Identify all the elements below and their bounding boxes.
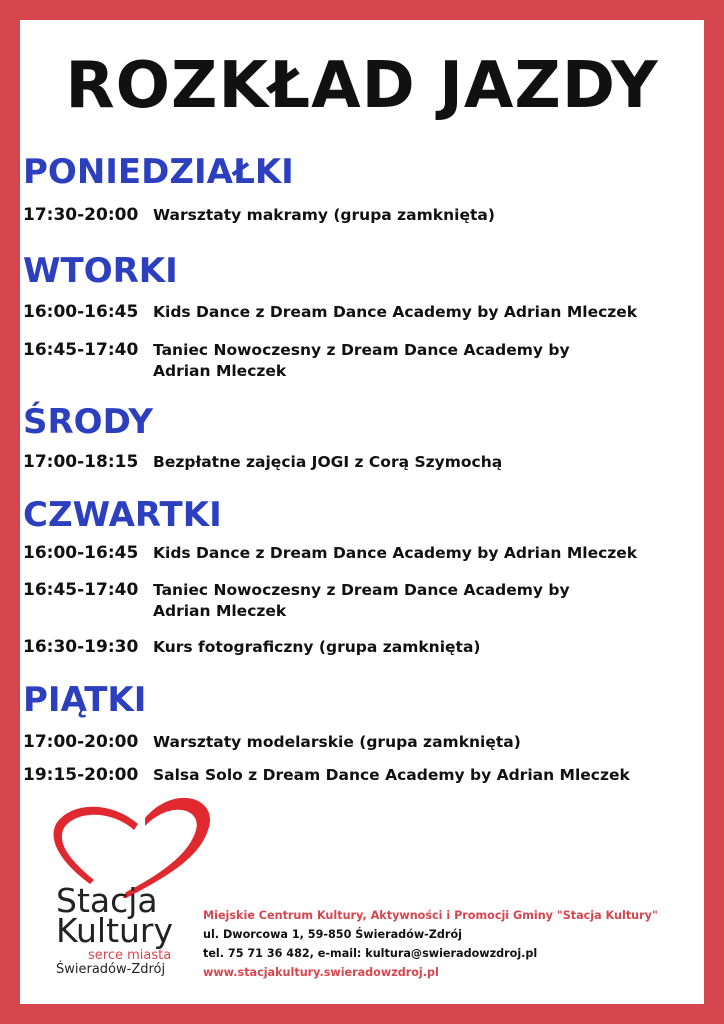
event-time: 16:45-17:40 bbox=[23, 340, 139, 360]
event-time: 17:30-20:00 bbox=[23, 205, 139, 225]
page-title: ROZKŁAD JAZDY bbox=[65, 49, 659, 123]
event-activity: Taniec Nowoczesny z Dream Dance Academy by Adrian Mleczek bbox=[153, 581, 570, 620]
event-time: 16:00-16:45 bbox=[23, 543, 139, 563]
event-activity: Kids Dance z Dream Dance Academy by Adrian Mleczek bbox=[153, 544, 638, 562]
event-time: 16:45-17:40 bbox=[23, 580, 139, 600]
event-activity: Taniec Nowoczesny z Dream Dance Academy by Adrian Mleczek bbox=[153, 341, 570, 380]
event-activity: Salsa Solo z Dream Dance Academy by Adrian Mleczek bbox=[153, 766, 630, 784]
footer-website[interactable]: www.stacjakultury.swieradowzdroj.pl bbox=[203, 966, 439, 979]
event-activity: Kids Dance z Dream Dance Academy by Adrian Mleczek bbox=[153, 303, 638, 321]
footer-contact bbox=[203, 906, 703, 982]
event-activity: Warsztaty makramy (grupa zamknięta) bbox=[153, 206, 495, 224]
footer-org: Miejskie Centrum Kultury, Aktywności i Promocji Gminy "Stacja Kultury" bbox=[203, 909, 658, 922]
event-time: 16:30-19:30 bbox=[23, 637, 139, 657]
event-activity: Warsztaty modelarskie (grupa zamknięta) bbox=[153, 733, 521, 751]
event-time: 19:15-20:00 bbox=[23, 765, 139, 785]
event-time: 16:00-16:45 bbox=[23, 302, 139, 322]
event-time: 17:00-20:00 bbox=[23, 732, 139, 752]
event-activity: Bezpłatne zajęcia JOGI z Corą Szymochą bbox=[153, 453, 503, 471]
day-heading-monday: PONIEDZIAŁKI bbox=[23, 152, 294, 192]
logo-line-2: Kultury bbox=[56, 911, 174, 950]
stacja-kultury-logo bbox=[50, 788, 220, 988]
event-activity: Kurs fotograficzny (grupa zamknięta) bbox=[153, 638, 481, 656]
logo-town: Świeradów-Zdrój bbox=[56, 962, 166, 977]
logo-tagline: serce miasta bbox=[88, 948, 172, 963]
day-heading-friday: PIĄTKI bbox=[23, 680, 147, 720]
day-heading-tuesday: WTORKI bbox=[23, 251, 178, 291]
poster bbox=[20, 20, 704, 1004]
footer-address: ul. Dworcowa 1, 59-850 Świeradów-Zdrój bbox=[203, 928, 462, 941]
footer-contact-line: tel. 75 71 36 482, e-mail: kultura@swieradowzdroj.pl bbox=[203, 947, 538, 960]
day-heading-thursday: CZWARTKI bbox=[23, 495, 222, 535]
event-time: 17:00-18:15 bbox=[23, 452, 139, 472]
day-heading-wednesday: ŚRODY bbox=[23, 402, 153, 442]
logo-line-1: Stacja bbox=[56, 881, 158, 920]
